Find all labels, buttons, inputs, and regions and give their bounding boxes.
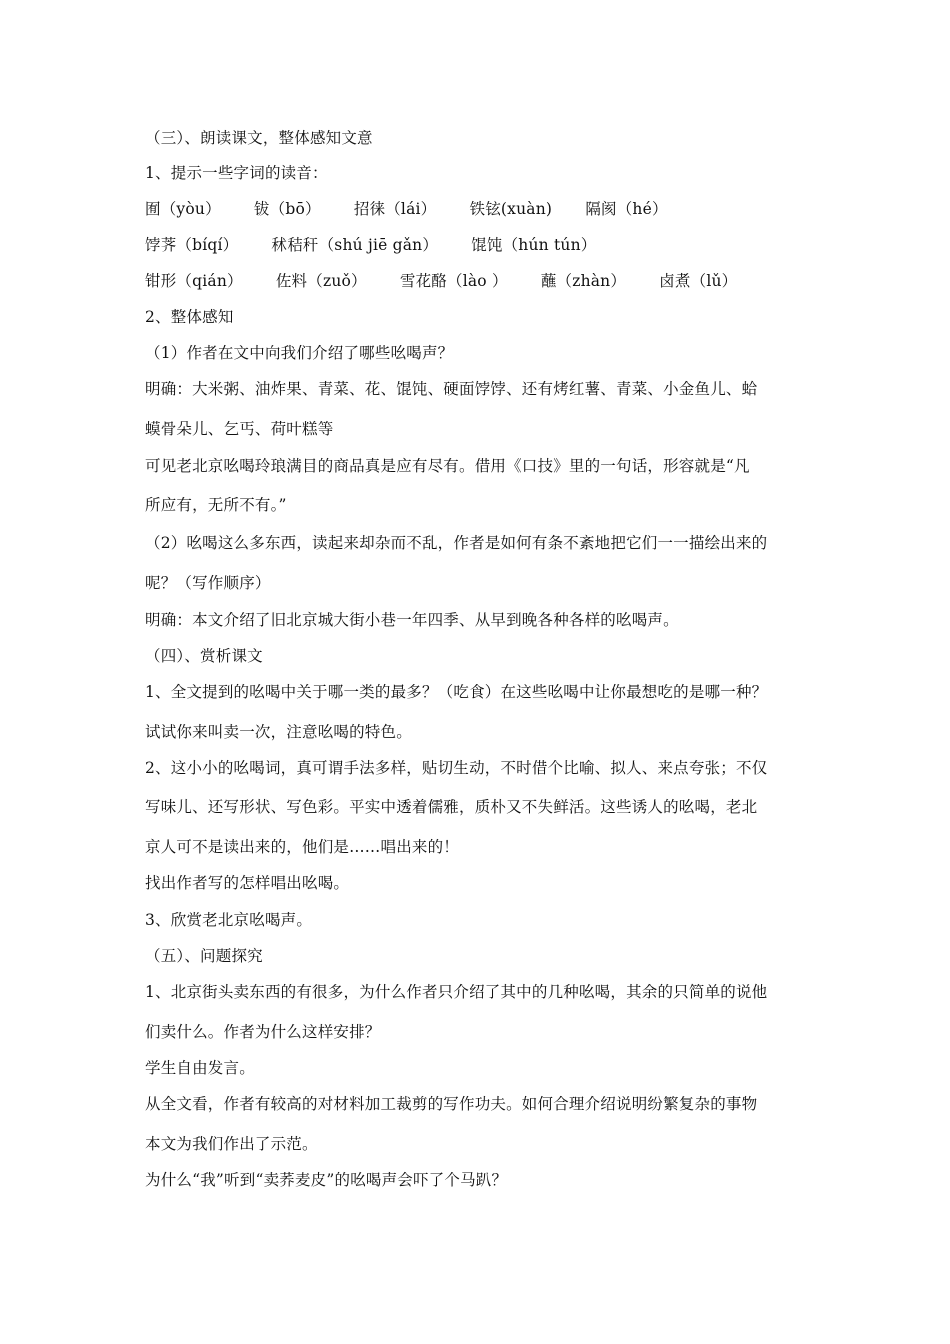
pinyin-item: 钹（bō） bbox=[253, 200, 321, 218]
section-heading-5: （五）、问题探究 bbox=[145, 947, 263, 965]
pinyin-item: 招徕（lái） bbox=[353, 200, 437, 218]
section-heading-3: （三）、朗读课文，整体感知文意 bbox=[145, 129, 373, 147]
pinyin-item: 蘸（zhàn） bbox=[540, 272, 627, 290]
pinyin-row-2 bbox=[145, 235, 624, 255]
text-line: 为什么“我”听到“卖荞麦皮”的吆喝声会吓了个马趴？ bbox=[145, 1171, 508, 1189]
pinyin-item: 佐料（zuǒ） bbox=[275, 272, 367, 290]
text-line: 1、全文提到的吆喝中关于哪一类的最多？（吃食）在这些吆喝中让你最想吃的是哪一种？ bbox=[145, 683, 768, 701]
question-line: （1）作者在文中向我们介绍了哪些吆喝声？ bbox=[145, 344, 454, 362]
text-line: 从全文看，作者有较高的对材料加工裁剪的写作功夫。如何合理介绍说明纷繁复杂的事物 bbox=[145, 1095, 758, 1113]
answer-line: 明确：本文介绍了旧北京城大街小巷一年四季、从早到晚各种各样的吆喝声。 bbox=[145, 611, 679, 629]
pinyin-item: 馄饨（hún tún） bbox=[471, 236, 597, 254]
text-line: 1、提示一些字词的读音： bbox=[145, 164, 328, 182]
text-line: 本文为我们作出了示范。 bbox=[145, 1135, 318, 1153]
question-line: 呢？（写作顺序） bbox=[145, 574, 271, 592]
text-line: 写味儿、还写形状、写色彩。平实中透着儒雅，质朴又不失鲜活。这些诱人的吆喝，老北 bbox=[145, 798, 758, 816]
pinyin-row-3 bbox=[145, 271, 765, 291]
text-line: 可见老北京吆喝玲琅满目的商品真是应有尽有。借用《口技》里的一句话，形容就是“凡 bbox=[145, 457, 750, 475]
pinyin-item: 钳形（qián） bbox=[145, 272, 243, 290]
pinyin-item: 饽荠（bíqí） bbox=[145, 236, 239, 254]
text-line: 们卖什么。作者为什么这样安排？ bbox=[145, 1023, 381, 1041]
pinyin-item: 囿（yòu） bbox=[145, 200, 221, 218]
pinyin-row-1 bbox=[145, 199, 696, 219]
text-line: 2、这小小的吆喝词，真可谓手法多样，贴切生动，不时借个比喻、拟人、来点夸张；不仅 bbox=[145, 759, 768, 777]
pinyin-item: 隔阂（hé） bbox=[585, 200, 668, 218]
answer-line: 明确：大米粥、油炸果、青菜、花、馄饨、硬面饽饽、还有烤红薯、青菜、小金鱼儿、蛤 bbox=[145, 380, 758, 398]
question-line: （2）吆喝这么多东西，读起来却杂而不乱，作者是如何有条不紊地把它们一一描绘出来的 bbox=[145, 534, 768, 552]
text-line: 京人可不是读出来的，他们是……唱出来的！ bbox=[145, 838, 460, 856]
text-line: 1、北京街头卖东西的有很多，为什么作者只介绍了其中的几种吆喝，其余的只简单的说他 bbox=[145, 983, 768, 1001]
text-line: 2、整体感知 bbox=[145, 308, 234, 326]
text-line: 找出作者写的怎样唱出吆喝。 bbox=[145, 874, 350, 892]
pinyin-item: 秫秸秆（shú jiē gǎn） bbox=[271, 236, 439, 254]
text-line: 3、欣赏老北京吆喝声。 bbox=[145, 911, 313, 929]
answer-line: 蟆骨朵儿、乞丐、荷叶糕等 bbox=[145, 420, 334, 438]
text-line: 学生自由发言。 bbox=[145, 1059, 255, 1077]
section-heading-4: （四）、赏析课文 bbox=[145, 647, 263, 665]
pinyin-item: 雪花酪（lào ） bbox=[399, 272, 508, 290]
text-line: 试试你来叫卖一次，注意吆喝的特色。 bbox=[145, 723, 412, 741]
pinyin-item: 卤煮（lǔ） bbox=[659, 272, 738, 290]
text-line: 所应有，无所不有。” bbox=[145, 496, 287, 514]
pinyin-item: 铁铉(xuàn) bbox=[469, 200, 553, 218]
